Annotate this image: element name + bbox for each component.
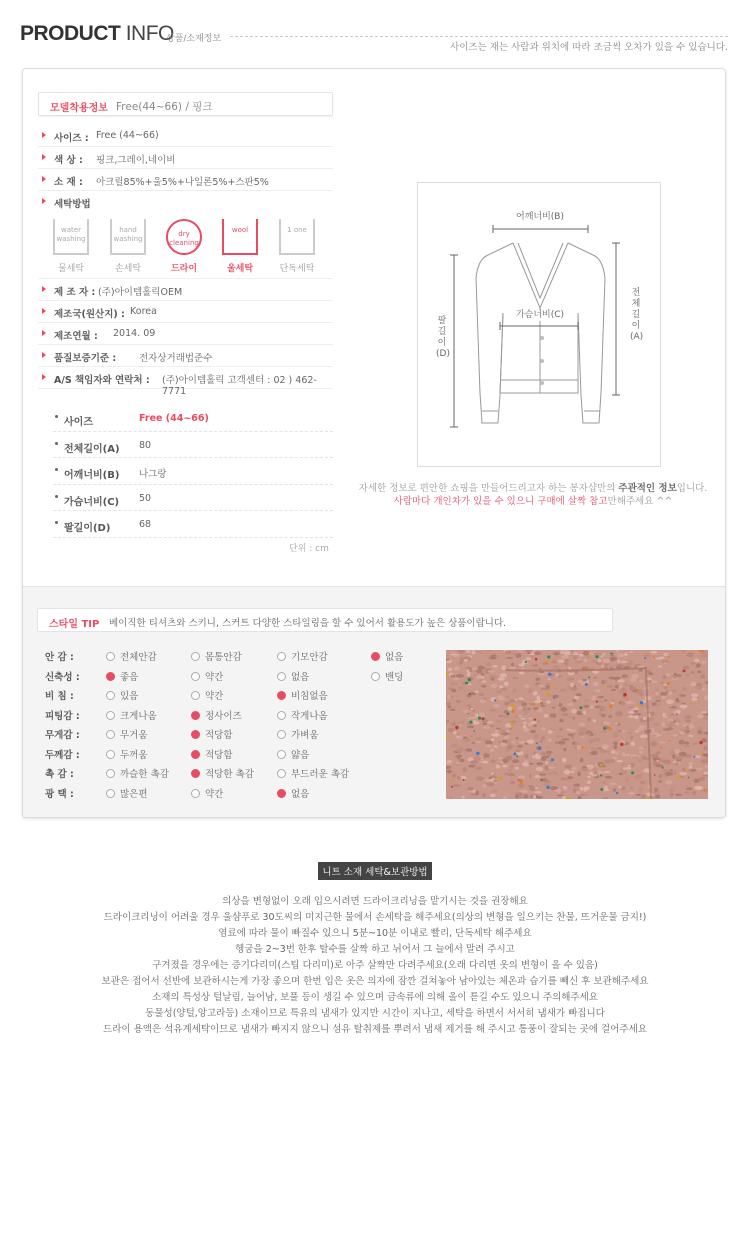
style-option: 비침없음 — [277, 688, 328, 702]
knit-fabric-photo — [446, 650, 708, 799]
wash-item-hand: hand washing 손세탁 — [103, 219, 153, 274]
radio-icon — [277, 711, 286, 720]
radio-icon — [371, 672, 380, 681]
hand-washing-icon: hand washing — [110, 219, 146, 255]
radio-icon — [277, 652, 286, 661]
model-info-value: Free(44~66) / 핑크 — [116, 101, 213, 113]
dry-cleaning-icon: dry cleaning — [166, 219, 202, 255]
style-row: 안 감 : 전체안감 몸통안감 기모안감 없음 — [45, 647, 445, 667]
wash-item-single: 1 one 단독세탁 — [272, 219, 322, 274]
style-option: 가벼움 — [277, 727, 319, 741]
radio-icon — [191, 691, 200, 700]
arrow-icon — [42, 176, 46, 182]
radio-icon — [277, 672, 286, 681]
care-line: 염료에 따라 물이 빠질수 있으니 5분~10분 이내로 빨리, 단독세탁 해주세요 — [218, 928, 532, 939]
arrow-icon — [42, 132, 46, 138]
radio-icon — [106, 652, 115, 661]
care-line: 소재의 특성상 털날림, 늘어남, 보풀 등이 생길 수 있으며 금속류에 의해 올이 튿길 수도 있으니 주의해주세요 — [152, 992, 598, 1003]
radio-icon — [191, 769, 200, 778]
care-line: 드라이크리닝이 어려울 경우 울샴푸로 30도씨의 미지근한 물에서 손세탁을 해주세요(의상의 변형을 일으키는 찬물, 뜨거운물 금지!) — [103, 912, 647, 923]
page-header — [20, 22, 728, 52]
size-row: 팔길이(D) 68 — [53, 511, 333, 538]
radio-icon — [106, 750, 115, 759]
arrow-icon — [42, 374, 46, 380]
style-option: 부드러운 촉감 — [277, 766, 349, 780]
radio-icon — [371, 652, 380, 661]
radio-icon — [191, 750, 200, 759]
info-row-guarantee: 품질보증기준 : 전자상거래법준수 — [38, 345, 333, 367]
header-divider — [230, 36, 728, 37]
sleeve-length-label: 팔길이(D) — [436, 316, 450, 359]
style-row: 비 침 : 있음 약간 비침없음 — [45, 686, 445, 706]
model-info-label: 모델착용정보 — [50, 103, 108, 114]
style-option: 까슬한 촉감 — [106, 766, 169, 780]
style-option: 기모안감 — [277, 649, 328, 663]
info-list — [38, 125, 333, 397]
style-option: 좋음 — [106, 669, 138, 683]
size-table — [53, 405, 333, 538]
product-info-panel — [22, 68, 726, 818]
arrow-icon — [42, 308, 46, 314]
style-option: 두꺼움 — [106, 747, 148, 761]
page-subtitle: 상품/소재정보 — [166, 34, 222, 44]
info-row-date: 제조연월 : 2014. 09 — [38, 323, 333, 345]
arrow-icon — [42, 198, 46, 204]
wash-item-dry: dry cleaning 드라이 — [159, 219, 209, 274]
arrow-icon — [42, 286, 46, 292]
size-notice: 사이즈는 재는 사람과 위치에 따라 조금씩 오차가 있을 수 있습니다. — [450, 42, 728, 53]
style-option: 있음 — [106, 688, 138, 702]
radio-icon — [191, 789, 200, 798]
style-row: 피팅감 : 크게나옴 정사이즈 작게나옴 — [45, 706, 445, 726]
style-option: 작게나옴 — [277, 708, 328, 722]
arrow-icon — [42, 154, 46, 160]
care-line: 의상을 변형없이 오래 입으시려면 드라이크리닝을 맡기시는 것을 권장해요 — [222, 896, 528, 907]
info-row-size: 사이즈 : Free (44~66) — [38, 125, 333, 147]
radio-icon — [106, 691, 115, 700]
style-row: 광 택 : 많은편 약간 없음 — [45, 784, 445, 804]
size-unit: 단위 : cm — [289, 544, 329, 554]
info-row-color: 색 상 : 핑크,그레이,네이비 — [38, 147, 333, 169]
style-row: 두께감 : 두꺼움 적당함 얇음 — [45, 745, 445, 765]
style-option: 얇음 — [277, 747, 309, 761]
care-line: 구겨졌을 경우에는 증기다리미(스팀 다리미)로 아주 살짝만 다려주세요(오래 다리면 옷의 변형이 올 수 있음) — [152, 960, 598, 971]
washing-methods: 세탁방법 water washing 물세탁 hand washing 손세탁 dry cleaning 드라이 wool 울세탁 1 one 단독세탁 — [38, 191, 333, 279]
radio-icon — [191, 730, 200, 739]
style-attributes — [45, 647, 445, 803]
knit-texture — [446, 650, 708, 799]
style-option: 적당한 촉감 — [191, 766, 254, 780]
style-option: 약간 — [191, 786, 223, 800]
care-title: 니트 소재 세탁&보관방법 — [318, 862, 431, 880]
style-option: 적당함 — [191, 727, 233, 741]
style-option: 없음 — [277, 786, 309, 800]
style-row: 무게감 : 무거움 적당함 가벼움 — [45, 725, 445, 745]
info-row-maker: 제 조 자 : (주)아이템홀릭OEM — [38, 279, 333, 301]
wool-washing-icon: wool — [222, 219, 258, 255]
radio-icon — [277, 769, 286, 778]
style-option: 밴딩 — [371, 669, 403, 683]
total-length-label: 전체길이(A) — [630, 288, 644, 342]
single-washing-icon: 1 one — [279, 219, 315, 255]
radio-icon — [277, 730, 286, 739]
radio-icon — [106, 730, 115, 739]
cardigan-illustration — [418, 183, 662, 468]
style-option: 많은편 — [106, 786, 148, 800]
style-option: 약간 — [191, 688, 223, 702]
radio-icon — [191, 672, 200, 681]
page-title: PRODUCT INFO — [20, 22, 174, 45]
style-option: 몸통안감 — [191, 649, 242, 663]
knit-care-section — [0, 862, 750, 1038]
arrow-icon — [42, 352, 46, 358]
wash-item-water: water washing 물세탁 — [46, 219, 96, 274]
care-line: 드라이 용액은 석유계세탁이므로 냄새가 빠지지 않으니 섬유 탈취제를 뿌려서 냄새 제거를 해 주시고 통풍이 잘되는 곳에 걸어주세요 — [103, 1024, 647, 1035]
size-row: 사이즈 Free (44~66) — [53, 405, 333, 432]
style-option: 약간 — [191, 669, 223, 683]
info-row-as: A/S 책임자와 연락처 : (주)아이템홀릭 고객센터 : 02 ) 462-7771 — [38, 367, 333, 389]
radio-icon — [191, 652, 200, 661]
info-row-material: 소 재 : 아크릴85%+울5%+나일론5%+스판5% — [38, 169, 333, 191]
style-option: 정사이즈 — [191, 708, 242, 722]
style-option: 없음 — [371, 649, 403, 663]
style-tip-bar — [37, 608, 613, 632]
radio-icon — [277, 691, 286, 700]
diagram-note: 자세한 정보로 편안한 쇼핑을 만들어드리고자 하는 봉자샵만의 주관적인 정보입니다. — [358, 483, 708, 494]
wash-item-wool: wool 울세탁 — [215, 219, 265, 274]
care-line: 동물성(양털,앙고라등) 소재이므로 특유의 냄새가 있지만 시간이 지나고, 세탁을 하면서 서서히 냄새가 빠집니다 — [145, 1008, 605, 1019]
care-line: 보관은 접어서 선반에 보관하시는게 가장 좋으며 한번 입은 옷은 의자에 잠깐 걸쳐놓아 남아있는 체온과 습기를 빼신 후 보관해주세요 — [101, 976, 649, 987]
size-row: 어깨너비(B) 나그랑 — [53, 458, 333, 485]
radio-icon — [106, 769, 115, 778]
model-info-bar — [38, 92, 333, 116]
radio-icon — [106, 672, 115, 681]
size-row: 전체길이(A) 80 — [53, 432, 333, 459]
cardigan-measure-diagram — [417, 182, 661, 467]
style-option: 무거움 — [106, 727, 148, 741]
style-option: 크게나옴 — [106, 708, 157, 722]
radio-icon — [277, 789, 286, 798]
style-option: 적당함 — [191, 747, 233, 761]
arrow-icon — [42, 330, 46, 336]
care-line: 헹굼을 2~3번 한후 탈수를 살짝 하고 뉘어서 그 늘에서 말려 주시고 — [235, 944, 515, 955]
style-tip-label: 스타일 TIP — [49, 619, 100, 630]
info-row-origin: 제조국(원산지) : Korea — [38, 301, 333, 323]
diagram-warning: 사람마다 개인차가 있을 수 있으니 구매에 살짝 참고만해주세요 ^^ — [393, 496, 673, 507]
shoulder-label: 어깨너비(B) — [516, 212, 564, 222]
care-instructions — [0, 894, 750, 1038]
style-row: 촉 감 : 까슬한 촉감 적당한 촉감 부드러운 촉감 — [45, 764, 445, 784]
style-tip-text: 베이직한 티셔츠와 스키니, 스커트 다양한 스타일링을 할 수 있어서 활용도가 높은 상품이랍니다. — [109, 618, 507, 629]
radio-icon — [191, 711, 200, 720]
water-washing-icon: water washing — [53, 219, 89, 255]
radio-icon — [106, 789, 115, 798]
style-option: 없음 — [277, 669, 309, 683]
style-row: 신축성 : 좋음 약간 없음 밴딩 — [45, 667, 445, 687]
style-option: 전체안감 — [106, 649, 157, 663]
radio-icon — [277, 750, 286, 759]
size-row: 가슴너비(C) 50 — [53, 485, 333, 512]
radio-icon — [106, 711, 115, 720]
chest-label: 가슴너비(C) — [510, 310, 570, 321]
